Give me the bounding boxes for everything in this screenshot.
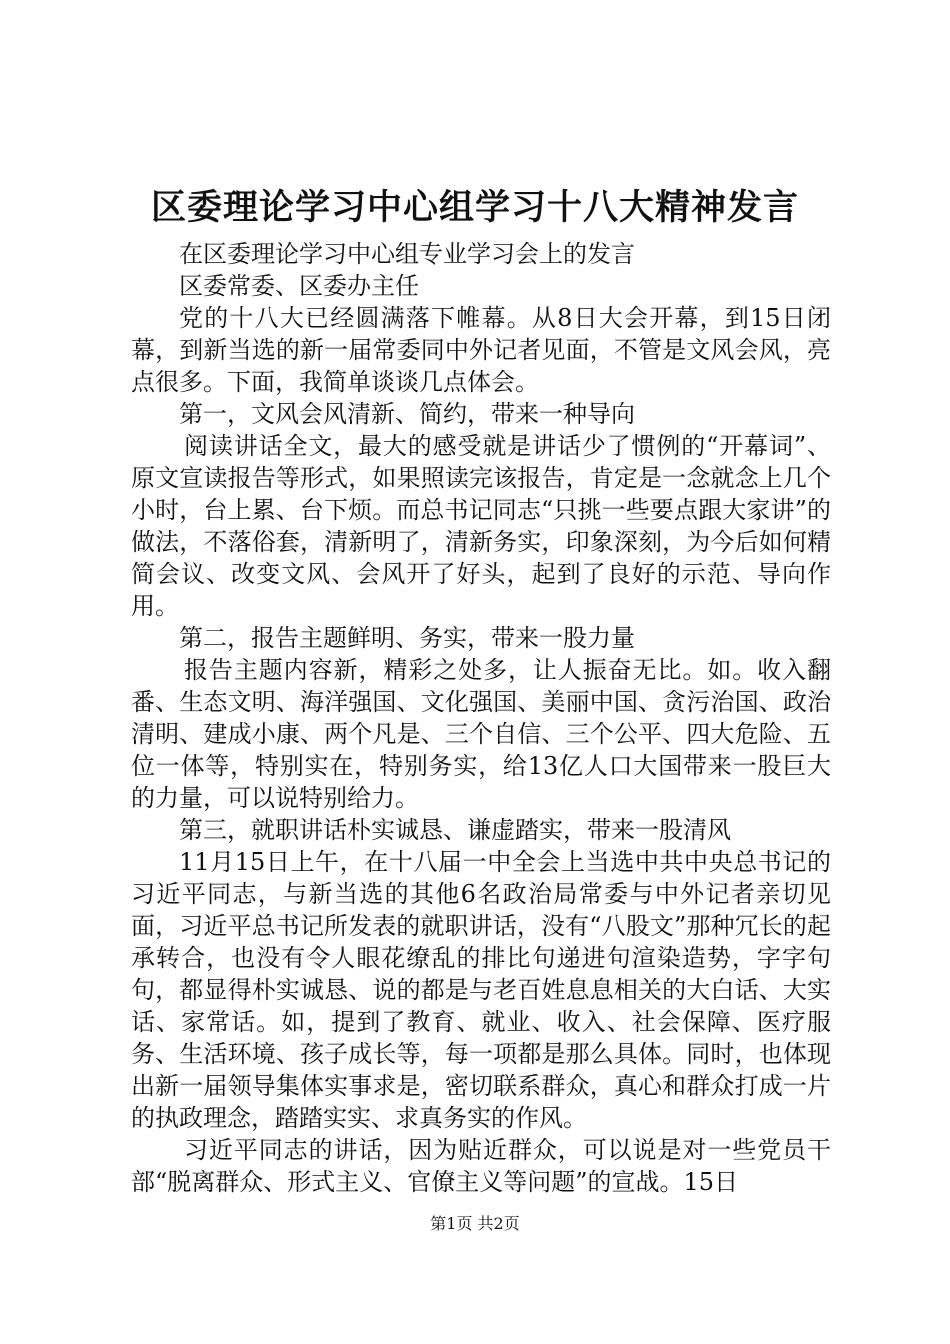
document-title: 区委理论学习中心组学习十八大精神发言 xyxy=(150,188,799,228)
page-footer: 第1页 共2页 xyxy=(430,1214,520,1233)
speaker-paragraph: 区委常委、区委办主任 xyxy=(179,272,419,300)
body-paragraph: 阅读讲话全文，最大的感受就是讲话少了惯例的“开幕词”、原文宣读报告等形式，如果照读完该报告，肯定是一念就念上几个小时，台上累、台下烦。而总书记同志“只挑一些要点跟大家讲”的做法，不落俗套，清新明了，清新务实，印象深刻，为今后如何精简会议、改变文风、会风开了好头，起到了良好的示范、导向作用。 xyxy=(131,432,831,620)
body-paragraph: 党的十八大已经圆满落下帷幕。从8日大会开幕，到15日闭幕，到新当选的新一届常委同中外记者见面，不管是文风会风，亮点很多。下面，我简单谈谈几点体会。 xyxy=(131,304,831,396)
section-heading: 第二，报告主题鲜明、务实，带来一股力量 xyxy=(179,624,635,652)
body-paragraph: 报告主题内容新，精彩之处多，让人振奋无比。如。收入翻番、生态文明、海洋强国、文化强国、美丽中国、贪污治国、政治清明、建成小康、两个凡是、三个自信、三个公平、四大危险、五位一体等，特别实在，特别务实，给13亿人口大国带来一股巨大的力量，可以说特别给力。 xyxy=(131,656,831,812)
section-heading: 第一，文风会风清新、简约，带来一种导向 xyxy=(179,400,635,428)
document-body xyxy=(131,238,831,1198)
body-paragraph: 习近平同志的讲话，因为贴近群众，可以说是对一些党员干部“脱离群众、形式主义、官僚主义等问题”的宣战。15日 xyxy=(131,1136,831,1196)
subtitle-paragraph: 在区委理论学习中心组专业学习会上的发言 xyxy=(179,240,635,268)
body-paragraph: 11月15日上午，在十八届一中全会上当选中共中央总书记的习近平同志，与新当选的其他6名政治局常委与中外记者亲切见面，习近平总书记所发表的就职讲话，没有“八股文”那种冗长的起承转合，也没有令人眼花缭乱的排比句递进句渲染造势，字字句句，都显得朴实诚恳、说的都是与老百姓息息相关的大白话、大实话、家常话。如，提到了教育、就业、收入、社会保障、医疗服务、生活环境、孩子成长等，每一项都是那么具体。同时，也体现出新一届领导集体实事求是，密切联系群众，真心和群众打成一片的执政理念，踏踏实实、求真务实的作风。 xyxy=(131,848,831,1132)
section-heading: 第三，就职讲话朴实诚恳、谦虚踏实，带来一股清风 xyxy=(179,816,731,844)
